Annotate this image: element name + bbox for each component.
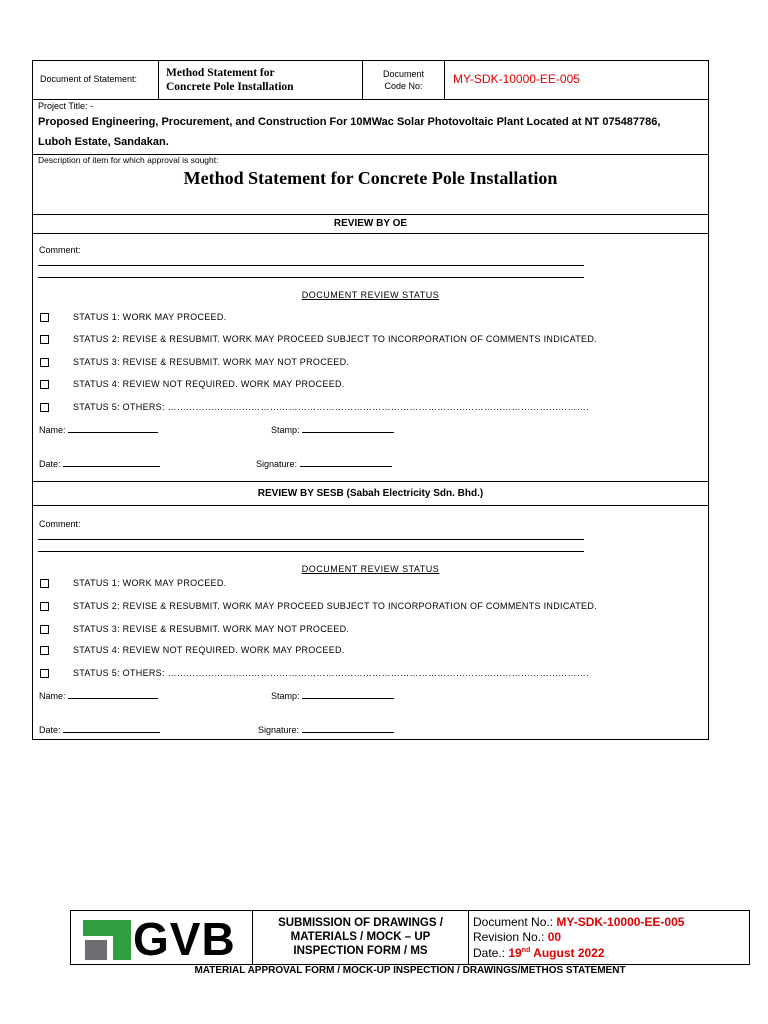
gvb-logo-text: GVB [133, 913, 236, 965]
status-3-label: STATUS 3: REVISE & RESUBMIT. WORK MAY NOT PROCEED. [73, 624, 350, 634]
divider [33, 505, 708, 506]
code-label [363, 68, 444, 92]
signature-field[interactable] [256, 458, 392, 469]
status-5-checkbox[interactable] [40, 403, 49, 412]
status-3-label: STATUS 3: REVISE & RESUBMIT. WORK MAY NOT PROCEED. [73, 357, 350, 367]
divider [158, 61, 159, 99]
comment-label: Comment: [39, 519, 81, 529]
name-label: Name: [39, 691, 66, 701]
status-5-label: STATUS 5: OTHERS: ………………………………………………………………………………………………………………………. [73, 402, 589, 412]
status-heading: DOCUMENT REVIEW STATUS [301, 290, 440, 300]
footer-box [70, 910, 750, 965]
signature-label: Signature: [256, 459, 298, 469]
project-line1: Proposed Engineering, Procurement, and Construction For 10MWac Solar Photovoltaic Plant Located at NT 075487786, [38, 116, 661, 128]
signature-line[interactable] [300, 458, 392, 467]
divider [33, 214, 708, 215]
date-day: 19 [508, 946, 522, 960]
date-line[interactable] [63, 458, 160, 467]
footer-title [253, 916, 468, 958]
status-4-label: STATUS 4: REVIEW NOT REQUIRED. WORK MAY PROCEED. [73, 379, 345, 389]
stamp-field[interactable] [271, 690, 394, 701]
rev-label: Revision No.: [473, 929, 545, 944]
status-5-label: STATUS 5: OTHERS: ………………………………………………………………………………………………………………………. [73, 668, 589, 678]
status-4-label: STATUS 4: REVIEW NOT REQUIRED. WORK MAY PROCEED. [73, 645, 345, 655]
status-1-label: STATUS 1: WORK MAY PROCEED. [73, 578, 227, 588]
comment-line [38, 265, 584, 266]
date-field[interactable] [39, 458, 160, 469]
date-line[interactable] [63, 724, 160, 733]
gvb-logo-icon [83, 920, 131, 960]
name-field[interactable] [39, 424, 158, 435]
footer-title-line3: INSPECTION FORM / MS [293, 945, 428, 957]
stamp-field[interactable] [271, 424, 394, 435]
project-label: Project Title: - [38, 101, 94, 111]
gvb-logo-mark [83, 920, 131, 960]
signature-field[interactable] [258, 724, 394, 735]
divider [33, 481, 708, 482]
status-1-checkbox[interactable] [40, 313, 49, 322]
date-label: Date: [39, 725, 61, 735]
footer-caption: MATERIAL APPROVAL FORM / MOCK-UP INSPECTION / DRAWINGS/METHOS STATEMENT [194, 965, 626, 976]
name-label: Name: [39, 425, 66, 435]
date-label: Date.: [473, 946, 506, 960]
date-label: Date: [39, 459, 61, 469]
rev-value: 00 [547, 929, 562, 944]
date-rest: August 2022 [530, 946, 605, 960]
divider [468, 911, 469, 964]
code-label-line1: Document [382, 69, 425, 79]
status-4-checkbox[interactable] [40, 646, 49, 655]
project-line2: Luboh Estate, Sandakan. [38, 136, 169, 148]
footer-revision [473, 930, 684, 945]
status-3-checkbox[interactable] [40, 358, 49, 367]
status-heading: DOCUMENT REVIEW STATUS [301, 564, 440, 574]
name-field[interactable] [39, 690, 158, 701]
footer-title-line2: MATERIALS / MOCK – UP [290, 931, 431, 943]
status-5-checkbox[interactable] [40, 669, 49, 678]
signature-label: Signature: [258, 725, 300, 735]
status-3-checkbox[interactable] [40, 625, 49, 634]
doc-title [166, 66, 294, 94]
code-label-line2: Code No: [384, 81, 423, 91]
signature-line[interactable] [302, 724, 394, 733]
doc-title-line2: Concrete Pole Installation [166, 81, 294, 93]
footer-date [473, 944, 684, 961]
footer-title-line1: SUBMISSION OF DRAWINGS / [278, 917, 443, 929]
divider [444, 61, 445, 99]
doc-statement-label: Document of Statement: [40, 74, 138, 84]
comment-line [38, 551, 584, 552]
description-title: Method Statement for Concrete Pole Installation [183, 168, 558, 188]
footer-docno [473, 915, 684, 930]
status-2-label: STATUS 2: REVISE & RESUBMIT. WORK MAY PROCEED SUBJECT TO INCORPORATION OF COMMENTS INDICATED. [73, 334, 597, 344]
status-2-checkbox[interactable] [40, 335, 49, 344]
section-heading-oe: REVIEW BY OE [333, 218, 408, 229]
comment-line [38, 539, 584, 540]
date-suffix: nd [521, 947, 531, 954]
date-value [508, 946, 604, 960]
stamp-label: Stamp: [271, 691, 300, 701]
section-heading-sesb: REVIEW BY SESB (Sabah Electricity Sdn. Bhd.) [257, 488, 484, 499]
date-field[interactable] [39, 724, 160, 735]
code-value: MY-SDK-10000-EE-005 [453, 72, 580, 86]
docno-value: MY-SDK-10000-EE-005 [556, 915, 685, 929]
docno-label: Document No.: [473, 915, 554, 929]
stamp-line[interactable] [302, 690, 394, 699]
footer-meta [473, 915, 684, 961]
status-4-checkbox[interactable] [40, 380, 49, 389]
status-1-checkbox[interactable] [40, 579, 49, 588]
stamp-label: Stamp: [271, 425, 300, 435]
divider [33, 233, 708, 234]
doc-title-line1: Method Statement for [166, 67, 275, 79]
description-label: Description of item for which approval is sought: [38, 155, 219, 165]
status-2-label: STATUS 2: REVISE & RESUBMIT. WORK MAY PROCEED SUBJECT TO INCORPORATION OF COMMENTS INDICATED. [73, 601, 597, 611]
comment-label: Comment: [39, 245, 81, 255]
comment-line [38, 277, 584, 278]
approval-form [32, 60, 709, 740]
status-2-checkbox[interactable] [40, 602, 49, 611]
status-1-label: STATUS 1: WORK MAY PROCEED. [73, 312, 227, 322]
name-line[interactable] [68, 424, 158, 433]
stamp-line[interactable] [302, 424, 394, 433]
name-line[interactable] [68, 690, 158, 699]
divider [33, 99, 708, 100]
